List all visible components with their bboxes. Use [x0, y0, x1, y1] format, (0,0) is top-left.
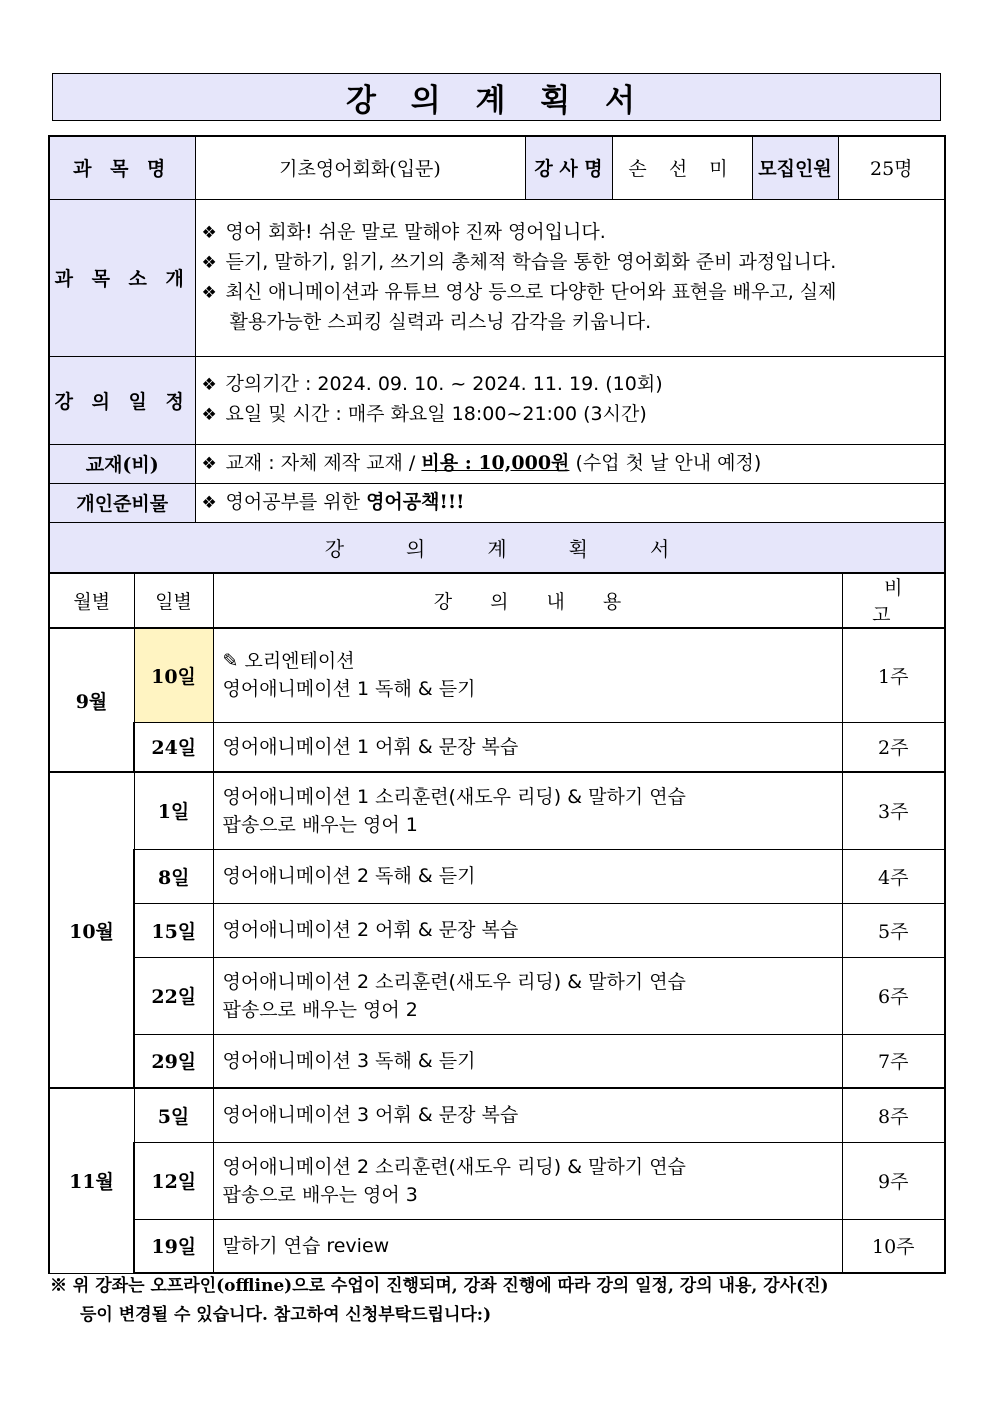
content-cell: 영어애니메이션 2 소리훈련(새도우 리딩) & 말하기 연습 팝송으로 배우는 영어 3: [213, 1142, 842, 1219]
textbook-note: (수업 첫 날 안내 예정): [569, 451, 762, 474]
note-cell: 3주: [842, 772, 945, 849]
diamond-bullet-icon: ❖: [201, 405, 217, 425]
textbook-content: [195, 444, 945, 483]
intro-row: [49, 199, 945, 356]
textbook-label: 교재(비): [49, 444, 195, 483]
content-cell: 영어애니메이션 2 어휘 & 문장 복습: [213, 903, 842, 957]
intro-line: ❖ 듣기, 말하기, 읽기, 쓰기의 총체적 학습을 통한 영어회화 준비 과정입니다.: [202, 248, 945, 278]
col-content-header: 강의내용: [213, 573, 842, 629]
content-cell: 영어애니메이션 1 어휘 & 문장 복습: [213, 722, 842, 772]
intro-line: ❖ 영어 회화! 쉬운 말로 말해야 진짜 영어입니다.: [202, 218, 945, 248]
intro-line: 활용가능한 스피킹 실력과 리스닝 감각을 키웁니다.: [229, 311, 652, 333]
schedule-content: [195, 356, 945, 444]
content-cell: ✎ 오리엔테이션 영어애니메이션 1 독해 & 듣기: [213, 628, 842, 722]
content-cell: 영어애니메이션 2 독해 & 듣기: [213, 849, 842, 903]
table-row: [49, 903, 945, 957]
day-cell: 5일: [134, 1088, 213, 1142]
textbook-row: [49, 444, 945, 483]
prep-label: 개인준비물: [49, 483, 195, 522]
diamond-bullet-icon: ❖: [201, 492, 217, 513]
course-info-table: [48, 135, 946, 574]
schedule-label: 강 의 일 정: [49, 356, 195, 444]
subject-label: 과 목 명: [49, 136, 195, 199]
day-cell: 10일: [134, 628, 213, 722]
note-cell: 6주: [842, 957, 945, 1034]
diamond-bullet-icon: ❖: [201, 453, 217, 474]
col-day-header: 일별: [134, 573, 213, 629]
content-cell: 말하기 연습 review: [213, 1219, 842, 1273]
schedule-header-row: [49, 573, 945, 629]
day-cell: 15일: [134, 903, 213, 957]
textbook-text: 교재 : 자체 제작 교재 /: [225, 451, 422, 474]
note-cell: 10주: [842, 1219, 945, 1273]
month-cell: 10월: [49, 772, 134, 1088]
schedule-line: ❖ 강의기간 : 2024. 09. 10. ~ 2024. 11. 19. (10회): [202, 370, 945, 400]
content-cell: 영어애니메이션 3 독해 & 듣기: [213, 1034, 842, 1088]
subject-value: 기초영어회화(입문): [195, 136, 525, 199]
diamond-bullet-icon: ❖: [201, 283, 217, 303]
col-note-header: 비고: [842, 573, 945, 629]
month-cell: 9월: [49, 628, 134, 772]
prep-emphasis: 영어공책!!!: [366, 490, 465, 513]
instructor-label: 강 사 명: [525, 136, 612, 199]
note-cell: 4주: [842, 849, 945, 903]
textbook-cost: 비용 : 10,000원: [421, 451, 570, 474]
table-row: [49, 1034, 945, 1088]
intro-content: [195, 199, 945, 356]
table-row: [49, 772, 945, 849]
day-cell: 22일: [134, 957, 213, 1034]
content-cell: 영어애니메이션 2 소리훈련(새도우 리딩) & 말하기 연습 팝송으로 배우는 영어 2: [213, 957, 842, 1034]
col-month-header: 월별: [49, 573, 134, 629]
table-row: [49, 1219, 945, 1273]
document-title-box: [52, 73, 941, 121]
document-title: 강 의 계 획 서: [346, 82, 647, 119]
day-cell: 24일: [134, 722, 213, 772]
table-row: [49, 1088, 945, 1142]
content-cell: 영어애니메이션 3 어휘 & 문장 복습: [213, 1088, 842, 1142]
day-cell: 19일: [134, 1219, 213, 1273]
table-row: [49, 957, 945, 1034]
day-cell: 8일: [134, 849, 213, 903]
intro-line: ❖ 최신 애니메이션과 유튜브 영상 등으로 다양한 단어와 표현을 배우고, 실제: [202, 278, 945, 308]
plan-heading: 강의계획서: [49, 522, 945, 573]
note-cell: 8주: [842, 1088, 945, 1142]
table-row: [49, 722, 945, 772]
day-cell: 12일: [134, 1142, 213, 1219]
note-cell: 2주: [842, 722, 945, 772]
diamond-bullet-icon: ❖: [201, 253, 217, 273]
day-cell: 1일: [134, 772, 213, 849]
day-cell: 29일: [134, 1034, 213, 1088]
diamond-bullet-icon: ❖: [201, 223, 217, 243]
subject-row: [49, 136, 945, 199]
schedule-line: ❖ 요일 및 시간 : 매주 화요일 18:00~21:00 (3시간): [202, 400, 945, 430]
capacity-value: 25명: [838, 136, 945, 199]
table-row: [49, 1142, 945, 1219]
footnote-line-2: 등이 변경될 수 있습니다. 참고하여 신청부탁드립니다:): [80, 1305, 492, 1325]
schedule-row: [49, 356, 945, 444]
note-cell: 1주: [842, 628, 945, 722]
table-row: [49, 628, 945, 722]
footnote-line-1: ※ 위 강좌는 오프라인(offline)으로 수업이 진행되며, 강좌 진행에 따라 강의 일정, 강의 내용, 강사(진): [50, 1276, 829, 1296]
prep-row: [49, 483, 945, 522]
note-cell: 7주: [842, 1034, 945, 1088]
content-cell: 영어애니메이션 1 소리훈련(새도우 리딩) & 말하기 연습 팝송으로 배우는 영어 1: [213, 772, 842, 849]
lecture-schedule-table: [48, 572, 946, 1274]
table-row: [49, 849, 945, 903]
note-cell: 9주: [842, 1142, 945, 1219]
diamond-bullet-icon: ❖: [201, 375, 217, 395]
intro-label: 과 목 소 개: [49, 199, 195, 356]
capacity-label: 모집인원: [752, 136, 838, 199]
instructor-value: 손 선 미: [612, 136, 752, 199]
prep-text: 영어공부를 위한: [225, 490, 367, 513]
note-cell: 5주: [842, 903, 945, 957]
plan-heading-row: [49, 522, 945, 573]
prep-content: [195, 483, 945, 522]
footnote: [50, 1272, 950, 1330]
month-cell: 11월: [49, 1088, 134, 1273]
